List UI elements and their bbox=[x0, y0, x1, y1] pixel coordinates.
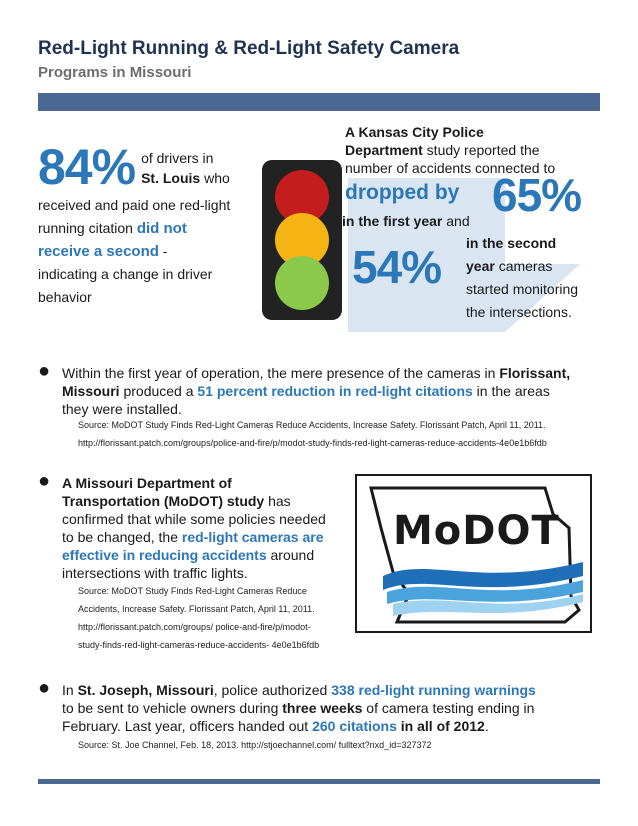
b2-l4a: to be changed, the bbox=[62, 529, 182, 545]
b3-l1b: St. Joseph, Missouri bbox=[77, 682, 214, 698]
b2-l2b: Transportation (MoDOT) study bbox=[62, 493, 265, 509]
b3-l2b: three weeks bbox=[282, 700, 363, 716]
traffic-light-icon bbox=[262, 160, 342, 320]
stat-text-line3: received and paid one red-light bbox=[38, 197, 231, 213]
b3-l1c: , police authorized bbox=[213, 682, 332, 698]
b2-src2: Accidents, Increase Safety. Florissant Patch, April 11, 2011. bbox=[78, 604, 315, 614]
st-joseph-bullet bbox=[62, 681, 602, 735]
bullet-icon: ● bbox=[38, 677, 51, 699]
b2-src3: http://florissant.patch.com/groups/ police-and-fire/p/modot- bbox=[78, 622, 311, 632]
b1-l2-highlight: 51 percent reduction in red-light citations bbox=[197, 383, 473, 399]
kc-second-rest2: cameras bbox=[494, 258, 553, 274]
modot-source bbox=[78, 582, 353, 654]
b3-l3c: . bbox=[484, 718, 489, 734]
modot-logo-text: MoDOT bbox=[393, 508, 560, 554]
st-joseph-source: Source: St. Joe Channel, Feb. 18, 2013. http://stjoechannel.com/ fulltext?nxd_id=327372 bbox=[78, 740, 432, 750]
b1-l3: they were installed. bbox=[62, 401, 182, 417]
b3-l3-highlight: 260 citations bbox=[312, 718, 397, 734]
st-louis-stat bbox=[38, 139, 258, 309]
kc-first-year-bold: in the first year bbox=[342, 213, 443, 229]
b1-l1a: Within the first year of operation, the mere presence of the cameras in bbox=[62, 365, 500, 381]
b1-l2a: produced a bbox=[119, 383, 198, 399]
kc-second-bold2: year bbox=[466, 258, 495, 274]
stat-54-percent: 54% bbox=[352, 241, 442, 293]
header-divider-bar bbox=[38, 93, 600, 111]
kc-dropped-by: dropped by bbox=[345, 181, 460, 204]
stat-text-line4a: running citation bbox=[38, 220, 137, 236]
kc-second-line3: started monitoring bbox=[466, 281, 579, 297]
b1-l1b: Florissant, bbox=[499, 365, 571, 381]
kc-second-line4: the intersections. bbox=[466, 304, 572, 320]
b1-l2c: in the areas bbox=[472, 383, 550, 399]
kc-head-bold2: Department bbox=[345, 142, 423, 158]
b2-src1: Source: MoDOT Study Finds Red-Light Cameras Reduce bbox=[78, 586, 307, 596]
stat-text-line4-highlight: did not bbox=[136, 220, 187, 237]
stat-text-line7: behavior bbox=[38, 289, 92, 305]
b3-l1-highlight: 338 red-light running warnings bbox=[331, 682, 536, 698]
b3-l2c: of camera testing ending in bbox=[362, 700, 535, 716]
b3-l2a: to be sent to vehicle owners during bbox=[62, 700, 283, 716]
stat-text-line6: indicating a change in driver bbox=[38, 266, 213, 282]
page-title: Red-Light Running & Red-Light Safety Camera bbox=[38, 38, 460, 59]
b1-l2b: Missouri bbox=[62, 383, 120, 399]
florissant-bullet bbox=[62, 364, 602, 418]
stat-text-city: St. Louis bbox=[141, 170, 201, 186]
stat-65-percent: 65% bbox=[492, 169, 582, 221]
green-light-icon bbox=[275, 256, 329, 310]
stat-text-line5b: - bbox=[158, 243, 168, 259]
florissant-source bbox=[78, 416, 608, 452]
b1-src1: Source: MoDOT Study Finds Red-Light Cameras Reduce Accidents, Increase Safety. Florissant Patch, April 11, 2011. bbox=[78, 420, 546, 430]
modot-logo bbox=[355, 474, 592, 633]
stat-text-line1: of drivers in bbox=[141, 150, 214, 166]
bullet-icon: ● bbox=[38, 470, 51, 492]
bullet-icon: ● bbox=[38, 360, 51, 382]
stat-text-line5-highlight: receive a second bbox=[38, 243, 159, 260]
b2-l3: confirmed that while some policies needed bbox=[62, 511, 326, 527]
kc-head-rest2: study reported the bbox=[422, 142, 540, 158]
b2-l1: A Missouri Department of bbox=[62, 475, 232, 491]
modot-bullet bbox=[62, 474, 352, 582]
b3-l3a: February. Last year, officers handed out bbox=[62, 718, 313, 734]
kc-head-line3: number of accidents connected to bbox=[345, 160, 556, 176]
b2-src4: study-finds-red-light-cameras-reduce-accidents- 4e0e1b6fdb bbox=[78, 640, 320, 650]
b2-l2a: has bbox=[264, 493, 291, 509]
kc-second-bold1: in the second bbox=[466, 235, 557, 251]
b2-l5-highlight: effective in reducing accidents bbox=[62, 547, 267, 563]
stat-84-percent: 84% bbox=[38, 139, 136, 195]
b1-src2: http://florissant.patch.com/groups/police-and-fire/p/modot-study-finds-red-light-cameras-reduce-accidents-4e0e1b6fdb bbox=[78, 438, 547, 448]
footer-divider-bar bbox=[38, 779, 600, 784]
b3-l1a: In bbox=[62, 682, 78, 698]
b3-l3b: in all of 2012 bbox=[396, 718, 485, 734]
b2-l4-highlight: red-light cameras are bbox=[181, 529, 324, 545]
b2-l6: intersections with traffic lights. bbox=[62, 565, 248, 581]
b2-l5a: around bbox=[266, 547, 315, 563]
stat-text-who: who bbox=[200, 170, 230, 186]
kc-second-year bbox=[466, 232, 606, 324]
kc-head-bold1: A Kansas City Police bbox=[345, 124, 484, 140]
kc-first-year bbox=[342, 213, 470, 229]
kc-first-year-rest: and bbox=[442, 213, 470, 229]
page-subtitle: Programs in Missouri bbox=[38, 64, 192, 81]
